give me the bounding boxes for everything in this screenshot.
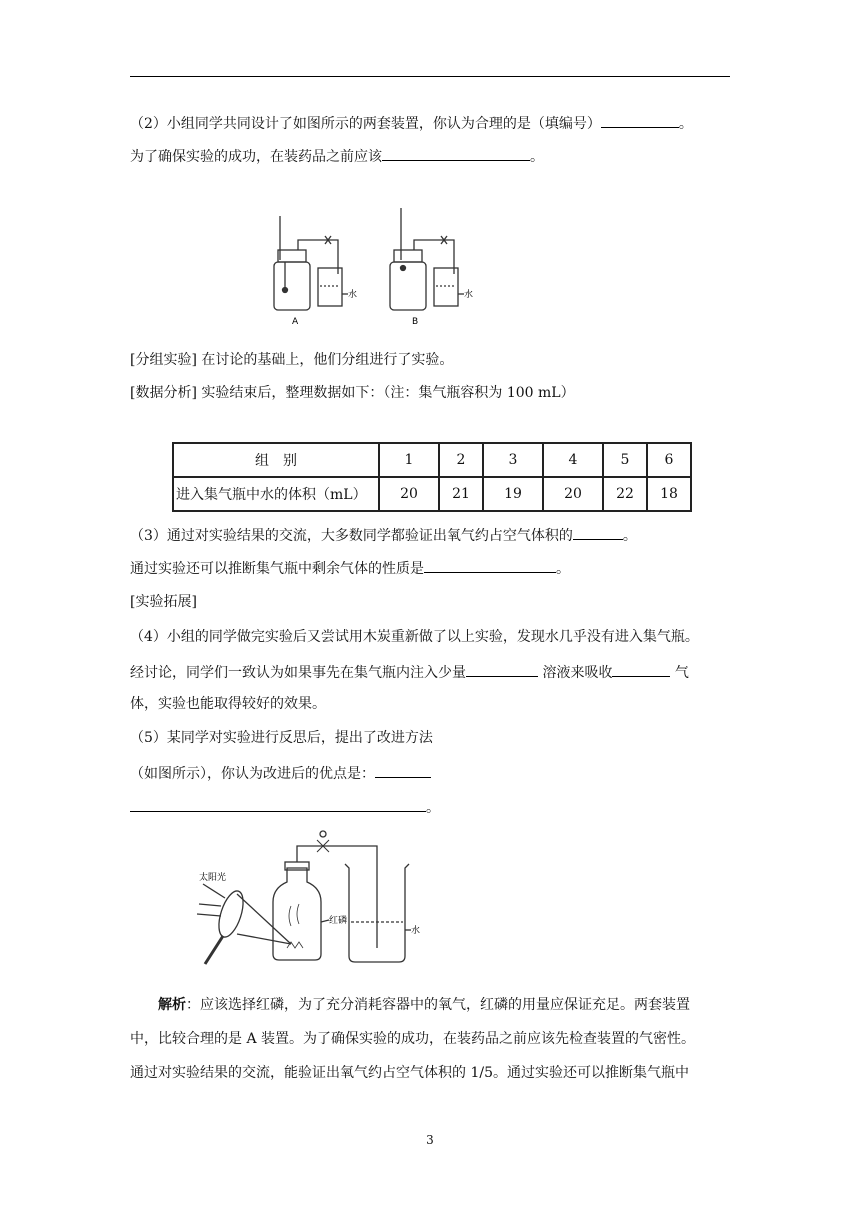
analysis-line-1 bbox=[158, 995, 690, 1015]
table-group-cell: 4 bbox=[543, 443, 603, 477]
table-value-row bbox=[173, 477, 691, 511]
q5-line-3 bbox=[130, 796, 440, 818]
q2-line-2-end: 。 bbox=[530, 149, 544, 165]
group-experiment-line bbox=[130, 350, 453, 370]
q5-line-1: （5）某同学对实验进行反思后，提出了改进方法 bbox=[130, 730, 433, 746]
table-group-cell: 1 bbox=[379, 443, 439, 477]
q5-answer-blank-1[interactable] bbox=[375, 762, 431, 778]
improved-apparatus-figure bbox=[195, 826, 427, 970]
group-experiment-text: 在讨论的基础上，他们分组进行了实验。 bbox=[196, 352, 454, 368]
data-analysis-text: 实验结束后，整理数据如下：（注：集气瓶容积为 100 mL） bbox=[196, 385, 575, 401]
apparatus-label-b: B bbox=[412, 317, 419, 327]
table-value-cell: 20 bbox=[379, 477, 439, 511]
table-value-cell: 18 bbox=[647, 477, 691, 511]
apparatus-ab-drawing bbox=[268, 204, 484, 328]
q2-answer-blank-2[interactable] bbox=[382, 145, 530, 161]
q2-line-2 bbox=[130, 145, 544, 167]
table-value-cell: 19 bbox=[483, 477, 543, 511]
table-group-cell: 2 bbox=[439, 443, 483, 477]
group-experiment-tag: [分组实验] bbox=[130, 352, 197, 368]
q3-answer-blank-1[interactable] bbox=[573, 524, 623, 540]
water-label-b: 水 bbox=[464, 290, 474, 300]
water-label-improved: 水 bbox=[411, 926, 421, 936]
analysis-line-3: 通过对实验结果的交流，能验证出氧气约占空气体积的 1/5。通过实验还可以推断集气瓶中 bbox=[130, 1065, 689, 1081]
table-group-cell: 5 bbox=[603, 443, 647, 477]
q3-line-2-text: 通过实验还可以推断集气瓶中剩余气体的性质是 bbox=[130, 561, 424, 577]
water-volume-table bbox=[172, 442, 692, 512]
table-header-row bbox=[173, 443, 691, 477]
table-header-label: 组 别 bbox=[173, 443, 379, 477]
q3-line-2-end: 。 bbox=[556, 561, 570, 577]
table-row-label: 进入集气瓶中水的体积（mL） bbox=[173, 477, 379, 511]
apparatus-figure-ab bbox=[268, 204, 484, 328]
q2-line-1-text: （2）小组同学共同设计了如图所示的两套装置，你认为合理的是（填编号） bbox=[130, 116, 601, 132]
q4-line-2-text-b: 溶液来吸收 bbox=[538, 665, 613, 681]
q2-line-2-text: 为了确保实验的成功，在装药品之前应该 bbox=[130, 149, 382, 165]
table-group-cell: 6 bbox=[647, 443, 691, 477]
table-value-cell: 21 bbox=[439, 477, 483, 511]
analysis-line-1-text: ：应该选择红磷，为了充分消耗容器中的氧气，红磷的用量应保证充足。两套装置 bbox=[186, 997, 690, 1013]
data-analysis-line bbox=[130, 383, 575, 403]
improved-apparatus-drawing bbox=[195, 826, 427, 970]
q3-line-1 bbox=[130, 524, 637, 546]
q2-answer-blank-1[interactable] bbox=[601, 112, 679, 128]
q3-answer-blank-2[interactable] bbox=[424, 557, 556, 573]
q4-answer-blank-2[interactable] bbox=[612, 661, 670, 677]
q2-line-1 bbox=[130, 112, 693, 134]
extension-heading: [实验拓展] bbox=[130, 594, 197, 610]
q4-line-1: （4）小组的同学做完实验后又尝试用木炭重新做了以上实验，发现水几乎没有进入集气瓶。 bbox=[130, 629, 699, 645]
q3-line-1-text: （3）通过对实验结果的交流，大多数同学都验证出氧气约占空气体积的 bbox=[130, 528, 573, 544]
page-number: 3 bbox=[426, 1133, 434, 1147]
q3-line-1-end: 。 bbox=[622, 528, 637, 544]
table-group-cell: 3 bbox=[483, 443, 543, 477]
analysis-tag: 解析 bbox=[158, 997, 186, 1013]
q5-answer-blank-2[interactable] bbox=[130, 796, 426, 812]
q4-answer-blank-1[interactable] bbox=[466, 661, 538, 677]
q4-line-2 bbox=[130, 661, 689, 683]
q4-line-3: 体，实验也能取得较好的效果。 bbox=[130, 696, 326, 712]
header-rule bbox=[130, 76, 730, 77]
apparatus-label-a: A bbox=[292, 317, 299, 327]
q2-line-1-end: 。 bbox=[678, 116, 693, 132]
q5-line-3-end: 。 bbox=[426, 800, 440, 816]
sunlight-label: 太阳光 bbox=[199, 873, 227, 883]
q4-line-2-text-c: 气 bbox=[670, 665, 689, 681]
q5-line-2-text: （如图所示），你认为改进后的优点是： bbox=[130, 766, 375, 782]
table-value-cell: 22 bbox=[603, 477, 647, 511]
q5-line-2 bbox=[130, 762, 431, 784]
table-value-cell: 20 bbox=[543, 477, 603, 511]
analysis-line-2: 中，比较合理的是 A 装置。为了确保实验的成功，在装药品之前应该先检查装置的气密性。 bbox=[130, 1031, 696, 1047]
q3-line-2 bbox=[130, 557, 570, 579]
water-label-a: 水 bbox=[348, 290, 358, 300]
data-analysis-tag: [数据分析] bbox=[130, 385, 197, 401]
red-phosphorus-label: 红磷 bbox=[329, 916, 348, 926]
q4-line-2-text-a: 经讨论，同学们一致认为如果事先在集气瓶内注入少量 bbox=[130, 665, 466, 681]
